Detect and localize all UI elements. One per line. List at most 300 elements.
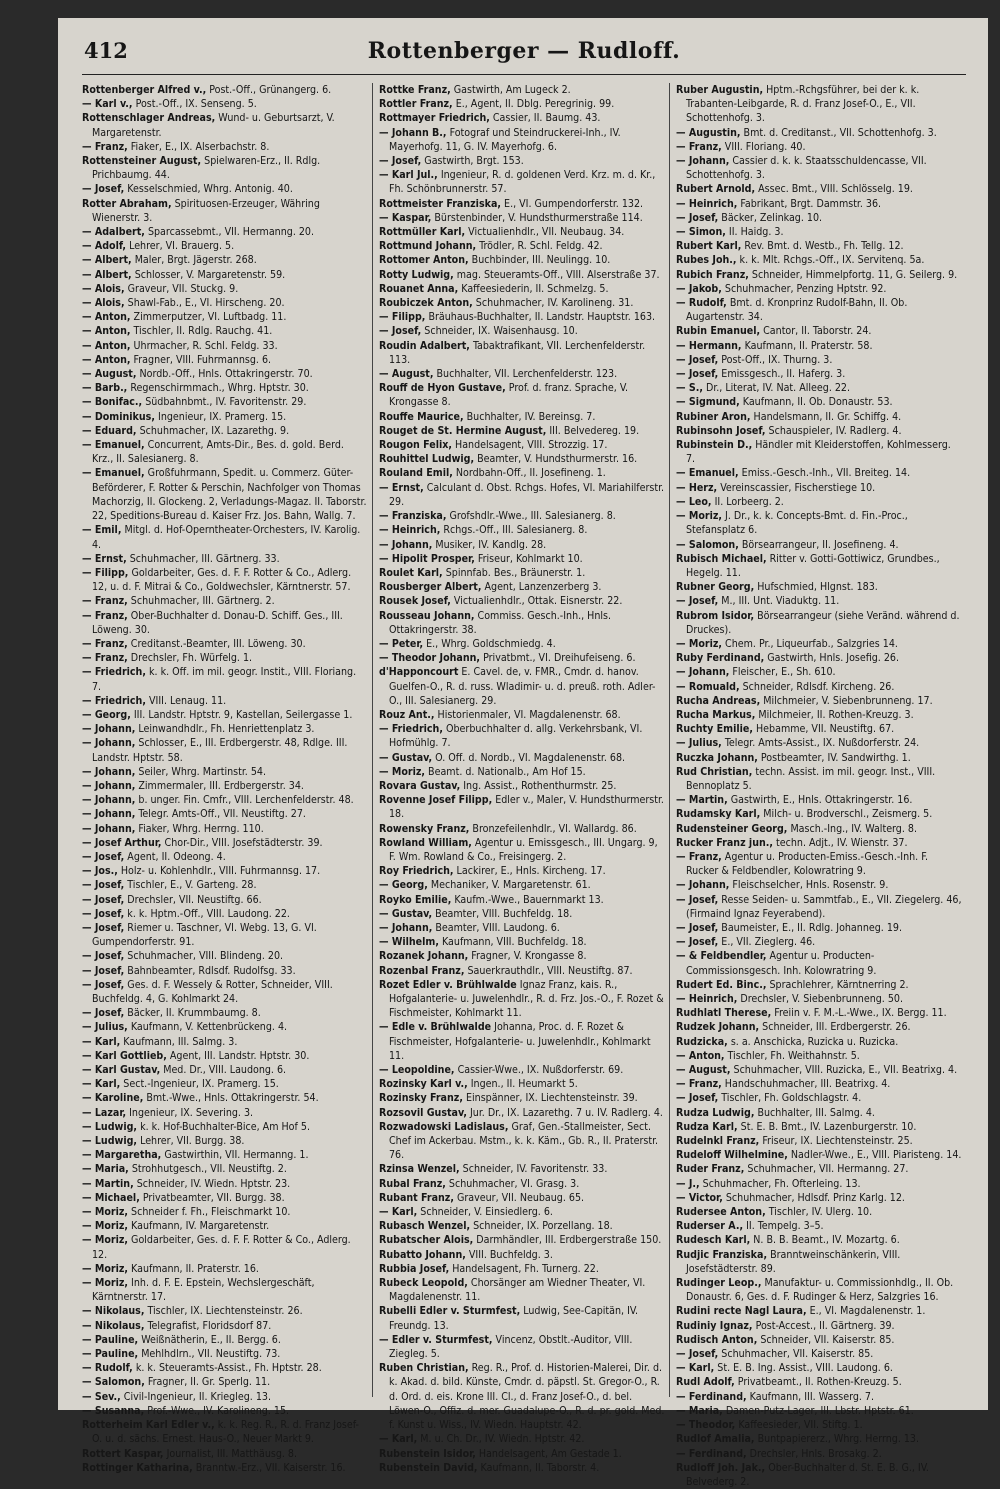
entry-details: Privatbeamter, VII. Burgg. 38. bbox=[139, 1191, 285, 1204]
entry-name: — Georg, bbox=[82, 708, 131, 721]
entry-details: Prof.-Wwe., IV. Karolineng. 15. bbox=[144, 1404, 290, 1417]
entry-details: II. Haidg. 3. bbox=[725, 226, 784, 239]
entry-name: Rubinstein D., bbox=[676, 439, 753, 452]
directory-entry bbox=[379, 708, 665, 722]
directory-entry bbox=[676, 495, 962, 509]
entry-details: Bmt.-Wwe., Hnls. Ottakringerstr. 54. bbox=[143, 1092, 319, 1105]
entry-name: — Moriz, bbox=[82, 1206, 129, 1219]
entry-name: — Jakob, bbox=[676, 282, 722, 295]
entry-details: Handschuhmacher, III. Beatrixg. 4. bbox=[721, 1078, 891, 1091]
directory-entry bbox=[82, 921, 368, 949]
entry-name: — Anton, bbox=[82, 353, 131, 366]
entry-name: Rubes Joh., bbox=[676, 254, 737, 267]
directory-page bbox=[58, 18, 988, 1488]
entry-details: b. unger. Fin. Cmfr., VIII. Lerchenfelderstr. 48. bbox=[135, 794, 354, 807]
entry-details: Tischler, E., V. Garteng. 28. bbox=[124, 879, 257, 892]
entry-name: Rudelnkl Franz, bbox=[676, 1135, 760, 1148]
entry-name: Rottmüller Karl, bbox=[379, 226, 466, 239]
directory-entry bbox=[676, 395, 962, 409]
entry-name: Rowland William, bbox=[379, 836, 472, 849]
directory-entry bbox=[676, 367, 962, 381]
entry-details: Händler mit Kleiderstoffen, Kohlmesserg. 7. bbox=[686, 439, 951, 466]
entry-name: — Josef, bbox=[379, 325, 422, 338]
directory-entry bbox=[676, 1404, 962, 1418]
entry-name: — Julius, bbox=[676, 737, 722, 750]
entry-name: — Alois, bbox=[82, 297, 125, 310]
entry-name: Rougon Felix, bbox=[379, 439, 452, 452]
entry-name: — August, bbox=[379, 368, 434, 381]
entry-details: Edler v., Maler, V. Hundsthurmerstr. 18. bbox=[389, 794, 664, 821]
entry-details: Lackirer, E., Hnls. Kircheng. 17. bbox=[453, 865, 606, 878]
entry-name: — Franz, bbox=[82, 140, 128, 153]
directory-entry bbox=[676, 893, 962, 921]
directory-entry bbox=[676, 978, 962, 992]
entry-name: Rubenstein David, bbox=[379, 1461, 478, 1474]
entry-details: II. Lorbeerg. 2. bbox=[711, 495, 784, 508]
entry-name: Rottmeister Franziska, bbox=[379, 197, 502, 210]
entry-name: Rozanek Johann, bbox=[379, 950, 469, 963]
entry-name: Ruderser A., bbox=[676, 1220, 744, 1233]
directory-entry bbox=[676, 339, 962, 353]
entry-name: Rubatscher Alois, bbox=[379, 1234, 474, 1247]
entry-name: — Ferdinand, bbox=[676, 1447, 747, 1460]
entry-name: Rubelli Edler v. Sturmfest, bbox=[379, 1305, 521, 1318]
directory-entry bbox=[379, 424, 665, 438]
entry-details: Tabaktrafikant, VII. Lerchenfelderstr. 113. bbox=[389, 339, 646, 366]
entry-name: Rudesch Karl, bbox=[676, 1234, 751, 1247]
directory-entry bbox=[676, 751, 962, 765]
entry-name: Rubrom Isidor, bbox=[676, 609, 755, 622]
entry-name: — Josef, bbox=[676, 1348, 719, 1361]
entry-details: Privatbmt., VI. Dreihufeiseng. 6. bbox=[480, 652, 636, 665]
entry-details: Buchhalter, III. Salmg. 4. bbox=[754, 1106, 875, 1119]
entry-name: Rubasch Wenzel, bbox=[379, 1220, 471, 1233]
directory-entry bbox=[676, 1432, 962, 1446]
entry-name: — Josef, bbox=[676, 936, 719, 949]
entry-name: Rozwadowski Ladislaus, bbox=[379, 1120, 509, 1133]
entry-details: Sprachlehrer, Kärntnerring 2. bbox=[766, 978, 909, 991]
directory-entry bbox=[379, 1461, 665, 1475]
entry-details: Privatbeamt., II. Rothen-Kreuzg. 5. bbox=[734, 1376, 902, 1389]
directory-entry bbox=[379, 949, 665, 963]
directory-entry bbox=[82, 353, 368, 367]
entry-name: — Johann, bbox=[676, 666, 730, 679]
directory-entry bbox=[82, 637, 368, 651]
entry-details: Branntweinschänkerin, VIII. Josefstädterstr. 89. bbox=[686, 1248, 901, 1275]
entry-name: Rottinger Katharina, bbox=[82, 1461, 193, 1474]
entry-name: — Margaretha, bbox=[82, 1149, 162, 1162]
entry-details: Schneider, IV. Wiedn. Hptstr. 23. bbox=[133, 1177, 291, 1190]
directory-entry bbox=[82, 225, 368, 239]
entry-name: — Josef, bbox=[676, 1092, 719, 1105]
entry-name: Rottert Kaspar, bbox=[82, 1447, 164, 1460]
directory-entry bbox=[676, 1162, 962, 1176]
entry-name: — Dominikus, bbox=[82, 410, 155, 423]
entry-name: — Moriz, bbox=[82, 1220, 129, 1233]
entry-name: Ruchty Emilie, bbox=[676, 723, 753, 736]
directory-entry bbox=[82, 1020, 368, 1034]
directory-entry bbox=[379, 1106, 665, 1120]
entry-name: Roy Friedrich, bbox=[379, 865, 454, 878]
directory-entry bbox=[379, 523, 665, 537]
entry-name: — Karl, bbox=[379, 1433, 418, 1446]
entry-details: Fragner, VIII. Fuhrmannsg. 6. bbox=[130, 353, 272, 366]
directory-entry bbox=[379, 779, 665, 793]
entry-details: Friseur, IX. Liechtensteinstr. 25. bbox=[759, 1135, 913, 1148]
directory-entry bbox=[676, 268, 962, 282]
entry-details: Schneider, Rdlsdf. Kircheng. 26. bbox=[739, 680, 895, 693]
entry-details: III. Landstr. Hptstr. 9, Kastellan, Seilergasse 1. bbox=[130, 708, 353, 721]
entry-name: Rozet Edler v. Brühlwalde bbox=[379, 978, 517, 991]
entry-details: Schlosser, V. Margaretenstr. 59. bbox=[131, 268, 286, 281]
entry-details: II. Tempelg. 3–5. bbox=[743, 1220, 824, 1233]
entry-details: Oberbuchhalter d. allg. Verkehrsbank, VI. Hofmühlg. 7. bbox=[389, 723, 643, 750]
entry-name: — Jos., bbox=[82, 865, 118, 878]
directory-entry bbox=[379, 1262, 665, 1276]
entry-name: — Anton, bbox=[82, 325, 131, 338]
directory-entry bbox=[379, 836, 665, 864]
entry-details: Chem. Pr., Liqueurfab., Salzgries 14. bbox=[722, 637, 898, 650]
entry-details: E. Cavel. de, v. FMR., Cmdr. d. hanov. Guelfen-O., R. d. russ. Wladimir- u. d. preuß. roth. Adler-O., III. Salesianerg. 29. bbox=[389, 666, 656, 707]
entry-name: — Josef, bbox=[676, 595, 719, 608]
directory-entry bbox=[379, 1205, 665, 1219]
entry-details: Spirituosen-Erzeuger, Währing Wienerstr. 3. bbox=[92, 197, 320, 224]
directory-entry bbox=[82, 949, 368, 963]
directory-entry bbox=[82, 239, 368, 253]
entry-name: — Franz, bbox=[82, 652, 128, 665]
entry-details: Fragner, V. Krongasse 8. bbox=[468, 950, 587, 963]
entry-details: Hebamme, VII. Neustiftg. 67. bbox=[752, 723, 895, 736]
directory-entry bbox=[82, 1361, 368, 1375]
entry-name: — Leopoldine, bbox=[379, 1064, 455, 1077]
directory-entry bbox=[82, 1375, 368, 1389]
entry-name: Rudeloff Wilhelmine, bbox=[676, 1149, 788, 1162]
directory-entry bbox=[676, 1063, 962, 1077]
entry-details: Bmt. d. Creditanst., VII. Schottenhofg. 3. bbox=[740, 126, 937, 139]
entry-details: Telegr. Amts-Assist., IX. Nußdorferstr. 24. bbox=[721, 737, 920, 750]
directory-entry bbox=[82, 1461, 368, 1475]
entry-name: — Josef, bbox=[676, 211, 719, 224]
entry-name: — Augustin, bbox=[676, 126, 741, 139]
entry-details: Calculant d. Obst. Rchgs. Hofes, VI. Mariahilferstr. 29. bbox=[389, 481, 665, 508]
directory-entry bbox=[379, 594, 665, 608]
entry-details: O. Off. d. Nordb., VI. Magdalenenstr. 68. bbox=[432, 751, 626, 764]
directory-entry bbox=[82, 1418, 368, 1446]
entry-name: — Edle v. Brühlwalde bbox=[379, 1021, 492, 1034]
entry-name: Rozinsky Karl v., bbox=[379, 1078, 468, 1091]
entry-name: Rouffe Maurice, bbox=[379, 410, 464, 423]
directory-entry bbox=[82, 466, 368, 523]
entry-details: Drechsler, Hnls. Brosakg. 2. bbox=[746, 1447, 882, 1460]
entry-name: — Josef, bbox=[82, 978, 125, 991]
directory-entry bbox=[82, 1390, 368, 1404]
directory-entry bbox=[379, 566, 665, 580]
directory-entry bbox=[379, 481, 665, 509]
entry-details: Goldarbeiter, Ges. d. F. F. Rotter & Co., Adlerg. 12, u. d. F. Mitrai & Co., Goldwechsler, Kärntnerstr. 57. bbox=[92, 566, 352, 594]
entry-name: — Adolf, bbox=[82, 240, 127, 253]
directory-entry bbox=[379, 239, 665, 253]
entry-details: Ingen., II. Heumarkt 5. bbox=[467, 1078, 578, 1091]
entry-details: Sect.-Ingenieur, IX. Pramerg. 15. bbox=[120, 1078, 279, 1091]
entry-name: — Victor, bbox=[676, 1191, 723, 1204]
directory-entry bbox=[82, 395, 368, 409]
entry-name: — Romuald, bbox=[676, 680, 740, 693]
directory-entry bbox=[82, 410, 368, 424]
entry-details: Shawl-Fab., E., VI. Hirscheng. 20. bbox=[124, 297, 285, 310]
directory-entry bbox=[82, 324, 368, 338]
entry-details: Historienmaler, VI. Magdalenenstr. 68. bbox=[434, 708, 621, 721]
entry-name: Rubal Franz, bbox=[379, 1177, 446, 1190]
directory-entry bbox=[379, 381, 665, 409]
entry-details: M. u. Ch. Dr., IV. Wiedn. Hptstr. 42. bbox=[417, 1433, 585, 1446]
entry-details: Cantor, II. Taborstr. 24. bbox=[760, 325, 872, 338]
entry-name: — Franz, bbox=[82, 595, 128, 608]
directory-entry bbox=[82, 552, 368, 566]
directory-entry bbox=[379, 509, 665, 523]
entry-details: Kaufmann, VIII. Buchfeldg. 18. bbox=[438, 936, 587, 949]
entry-name: — Sev., bbox=[82, 1390, 121, 1403]
entry-details: Schuhmacher, III. Gärtnerg. 2. bbox=[127, 595, 275, 608]
entry-details: Cassier, II. Baumg. 43. bbox=[489, 112, 601, 125]
entry-details: Nadler-Wwe., E., VIII. Piaristeng. 14. bbox=[787, 1149, 962, 1162]
directory-entry bbox=[379, 864, 665, 878]
directory-entry bbox=[379, 1219, 665, 1233]
entry-name: Rubenstein Isidor, bbox=[379, 1447, 476, 1460]
directory-entry bbox=[676, 850, 962, 878]
directory-entry bbox=[379, 964, 665, 978]
column-middle bbox=[379, 83, 670, 1474]
entry-details: Ingenieur, IX. Severing. 3. bbox=[126, 1106, 254, 1119]
entry-details: Fiaker, E., IX. Alserbachstr. 8. bbox=[127, 140, 270, 153]
entry-name: Rousberger Albert, bbox=[379, 581, 482, 594]
entry-details: Ing. Assist., Rothenthurmstr. 25. bbox=[460, 779, 617, 792]
entry-name: Rozenbal Franz, bbox=[379, 964, 465, 977]
directory-entry bbox=[82, 1262, 368, 1276]
entry-name: — Franz, bbox=[82, 609, 128, 622]
entry-details: Ignaz Franz, kais. R., Hofgalanterie- u. Juwelenhdlr., R. d. Frz. Jos.-O., F. Rozet & Fischmeister, Kohlmarkt 11. bbox=[389, 978, 664, 1020]
entry-details: Schlosser, E., III. Erdbergerstr. 48, Rdlge. III. Landstr. Hptstr. 58. bbox=[92, 737, 348, 764]
entry-details: Agent, II. Odeong. 4. bbox=[124, 850, 226, 863]
entry-name: — Johann, bbox=[676, 879, 730, 892]
entry-name: — Josef, bbox=[82, 964, 125, 977]
entry-details: Wund- u. Geburtsarzt, V. Margaretenstr. bbox=[92, 112, 335, 139]
directory-entry bbox=[82, 367, 368, 381]
entry-name: — Emanuel, bbox=[82, 439, 145, 452]
directory-entry bbox=[82, 594, 368, 608]
entry-name: — Karl Gustav, bbox=[82, 1064, 161, 1077]
directory-entry bbox=[379, 651, 665, 665]
directory-entry bbox=[379, 268, 665, 282]
entry-name: Rotty Ludwig, bbox=[379, 268, 454, 281]
entry-name: Rudlof Amalia, bbox=[676, 1433, 755, 1446]
directory-entry bbox=[82, 1276, 368, 1304]
entry-name: — Karl, bbox=[82, 1035, 121, 1048]
entry-name: Rudamsky Karl, bbox=[676, 808, 761, 821]
entry-details: Post-Off., IX. Thurng. 3. bbox=[718, 353, 833, 366]
entry-name: — Josef, bbox=[82, 850, 125, 863]
entry-details: Kaufmann, II. Ob. Donaustr. 53. bbox=[739, 396, 893, 409]
entry-details: E., VII. Zieglerg. 46. bbox=[718, 936, 816, 949]
directory-entry bbox=[82, 878, 368, 892]
entry-name: d'Happoncourt bbox=[379, 666, 459, 679]
entry-details: Mechaniker, V. Margaretenstr. 61. bbox=[427, 879, 591, 892]
entry-details: Grofshdlr.-Wwe., III. Salesianerg. 8. bbox=[446, 510, 616, 523]
entry-details: Civil-Ingenieur, II. Kriegleg. 13. bbox=[120, 1390, 271, 1403]
entry-details: Milch- u. Brodverschl., Zeismerg. 5. bbox=[760, 808, 933, 821]
entry-details: k. k. Hptm.-Off., VIII. Laudong. 22. bbox=[124, 907, 290, 920]
entry-name: Rottke Franz, bbox=[379, 84, 451, 96]
entry-name: — Hipolit Prosper, bbox=[379, 552, 475, 565]
entry-name: — Karl, bbox=[82, 1078, 121, 1091]
directory-entry bbox=[676, 154, 962, 182]
directory-entry bbox=[82, 154, 368, 182]
entry-name: Rozinsky Franz, bbox=[379, 1092, 463, 1105]
directory-entry bbox=[676, 665, 962, 679]
directory-entry bbox=[676, 410, 962, 424]
directory-entry bbox=[379, 339, 665, 367]
entry-details: Schuhmacher, Hdlsdf. Prinz Karlg. 12. bbox=[722, 1191, 905, 1204]
directory-entry bbox=[379, 1077, 665, 1091]
directory-entry bbox=[379, 1233, 665, 1247]
entry-details: Masch.-Ing., IV. Walterg. 8. bbox=[787, 822, 917, 835]
entry-details: Resse Seiden- u. Sammtfab., E., VII. Ziegelerg. 46, (Firmaind Ignaz Feyerabend). bbox=[686, 893, 962, 920]
entry-name: — Johann, bbox=[82, 808, 136, 821]
entry-details: Kaufmann, V. Kettenbrückeng. 4. bbox=[127, 1021, 288, 1034]
directory-entry bbox=[82, 1347, 368, 1361]
entry-details: Damen-Putz-Lager, III. Lbstr. Hptstr. 61. bbox=[722, 1404, 914, 1417]
entry-name: — Nikolaus, bbox=[82, 1305, 145, 1318]
entry-name: Ruben Christian, bbox=[379, 1362, 469, 1375]
directory-entry bbox=[82, 807, 368, 821]
entry-name: Rudloff Joh. Jak., bbox=[676, 1461, 766, 1474]
directory-entry bbox=[676, 481, 962, 495]
directory-entry bbox=[82, 864, 368, 878]
entry-name: — Josef, bbox=[82, 183, 125, 196]
directory-entry bbox=[82, 609, 368, 637]
directory-entry bbox=[676, 509, 962, 537]
directory-entry bbox=[676, 140, 962, 154]
entry-details: Gastwirth, E., Hnls. Ottakringerstr. 16. bbox=[727, 794, 913, 807]
entry-details: J. Dr., k. k. Concepts-Bmt. d. Fin.-Proc., Stefansplatz 6. bbox=[686, 510, 908, 537]
entry-name: Roubiczek Anton, bbox=[379, 297, 473, 310]
entry-details: Rev. Bmt. d. Westb., Fh. Tellg. 12. bbox=[741, 240, 904, 253]
directory-entry bbox=[82, 1404, 368, 1418]
entry-name: — Lazar, bbox=[82, 1106, 127, 1119]
entry-name: — Franziska, bbox=[379, 510, 447, 523]
entry-details: VIII. Lenaug. 11. bbox=[145, 694, 227, 707]
directory-entry bbox=[82, 708, 368, 722]
entry-name: Rousek Josef, bbox=[379, 595, 451, 608]
entry-name: — Ernst, bbox=[82, 552, 127, 565]
entry-name: — Karl, bbox=[379, 1206, 418, 1219]
entry-name: — Pauline, bbox=[82, 1333, 139, 1346]
entry-name: — Leo, bbox=[676, 495, 712, 508]
entry-name: — Martin, bbox=[676, 794, 728, 807]
entry-name: — Edler v. Sturmfest, bbox=[379, 1333, 493, 1346]
entry-details: III. Belvedereg. 19. bbox=[546, 424, 640, 437]
entry-name: — Bonifac., bbox=[82, 396, 143, 409]
directory-entry bbox=[676, 296, 962, 324]
entry-name: — Franz, bbox=[676, 850, 722, 863]
entry-details: Milchmeier, V. Siebenbrunneng. 17. bbox=[760, 694, 933, 707]
entry-details: Agent, Lanzenzerberg 3. bbox=[481, 581, 602, 594]
entry-details: Kaufmann, II. Praterstr. 16. bbox=[128, 1262, 259, 1275]
entry-name: — Johann, bbox=[82, 794, 136, 807]
columns bbox=[82, 83, 966, 1488]
directory-entry bbox=[676, 949, 962, 977]
entry-details: Emiss.-Gesch.-Inh., VII. Breiteg. 14. bbox=[738, 467, 911, 480]
entry-name: — Ernst, bbox=[379, 481, 424, 494]
entry-name: — Emanuel, bbox=[676, 467, 739, 480]
entry-name: — Heinrich, bbox=[676, 197, 738, 210]
entry-details: Gastwirthin, VII. Hermanng. 1. bbox=[161, 1149, 309, 1162]
entry-name: — Josef, bbox=[82, 893, 125, 906]
entry-details: Kaufmann, III. Salmg. 3. bbox=[120, 1035, 238, 1048]
entry-name: — Moriz, bbox=[82, 1262, 129, 1275]
directory-entry bbox=[676, 83, 962, 126]
directory-entry bbox=[676, 1091, 962, 1105]
directory-entry bbox=[82, 140, 368, 154]
entry-details: Ludwig, See-Capitän, IV. Freundg. 13. bbox=[389, 1305, 639, 1332]
directory-entry bbox=[379, 1276, 665, 1304]
entry-details: Graveur, VII. Neubaug. 65. bbox=[453, 1191, 585, 1204]
directory-entry bbox=[676, 1361, 962, 1375]
entry-details: Sparcassebmt., VII. Hermanng. 20. bbox=[144, 226, 315, 239]
entry-details: E., Whrg. Goldschmiedg. 4. bbox=[423, 637, 556, 650]
entry-details: Kaufmann, IV. Margaretenstr. bbox=[128, 1220, 270, 1233]
entry-details: St. E. B. Bmt., IV. Lazenburgerstr. 10. bbox=[737, 1120, 917, 1133]
entry-details: Beamter, V. Hundsthurmerstr. 16. bbox=[474, 453, 638, 466]
directory-entry bbox=[676, 225, 962, 239]
directory-entry bbox=[82, 523, 368, 551]
entry-details: Post-Accest., II. Gärtnerg. 39. bbox=[752, 1319, 895, 1332]
entry-name: — Eduard, bbox=[82, 424, 137, 437]
entry-name: — Filipp, bbox=[379, 311, 426, 324]
directory-entry bbox=[379, 126, 665, 154]
directory-entry bbox=[379, 282, 665, 296]
directory-entry bbox=[82, 1233, 368, 1261]
entry-details: Tischler, II. Rdlg. Rauchg. 41. bbox=[130, 325, 273, 338]
directory-entry bbox=[676, 836, 962, 850]
directory-entry bbox=[676, 1219, 962, 1233]
entry-details: Einspänner, IX. Liechtensteinstr. 39. bbox=[462, 1092, 638, 1105]
directory-entry bbox=[676, 1276, 962, 1304]
entry-details: Uhrmacher, R. Schl. Feldg. 33. bbox=[130, 339, 278, 352]
directory-entry bbox=[379, 438, 665, 452]
entry-details: Prof. d. franz. Sprache, V. Krongasse 8. bbox=[389, 382, 629, 409]
entry-name: Rouz Ant., bbox=[379, 708, 435, 721]
entry-name: Roudin Adalbert, bbox=[379, 339, 470, 352]
directory-entry bbox=[676, 1461, 962, 1489]
entry-name: — Johann, bbox=[379, 538, 433, 551]
directory-entry bbox=[379, 1162, 665, 1176]
directory-entry bbox=[676, 765, 962, 793]
entry-name: Rudert Ed. Binc., bbox=[676, 978, 767, 991]
entry-name: Rottler Franz, bbox=[379, 98, 453, 111]
entry-details: Kaffeesiederin, II. Schmelzg. 5. bbox=[458, 282, 609, 295]
entry-name: Rotterheim Karl Edler v., bbox=[82, 1419, 215, 1432]
directory-entry bbox=[379, 1020, 665, 1063]
entry-name: — Emanuel, bbox=[82, 467, 145, 480]
entry-name: — Theodor, bbox=[676, 1419, 736, 1432]
entry-name: Rubner Georg, bbox=[676, 581, 755, 594]
entry-name: — August, bbox=[82, 368, 137, 381]
entry-name: Rudersee Anton, bbox=[676, 1206, 766, 1219]
directory-entry bbox=[82, 1148, 368, 1162]
entry-details: Tischler, Fh. Goldschlagstr. 4. bbox=[718, 1092, 862, 1105]
entry-details: Fleischer, E., Sh. 610. bbox=[729, 666, 836, 679]
directory-entry bbox=[379, 637, 665, 651]
